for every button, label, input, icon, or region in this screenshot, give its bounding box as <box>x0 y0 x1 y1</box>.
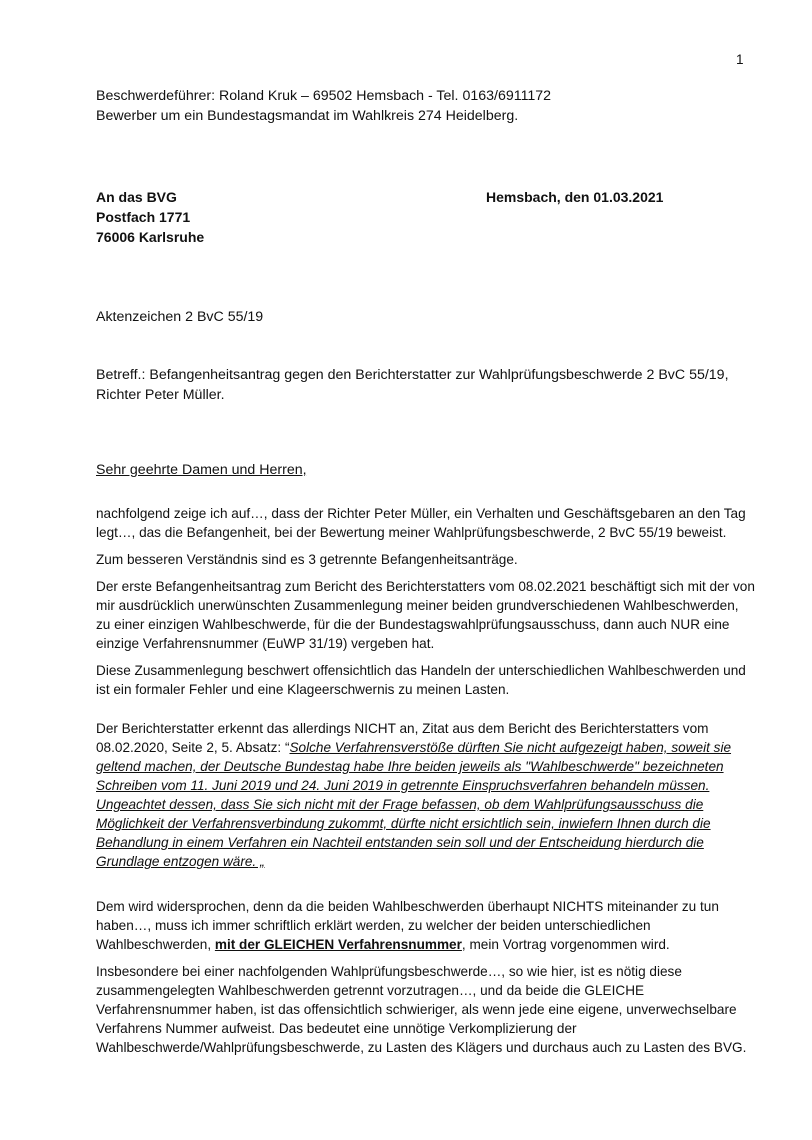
paragraph-objection <box>96 897 756 954</box>
place-date: Hemsbach, den 01.03.2021 <box>486 189 664 205</box>
emphasis-same-number: mit der GLEICHEN Verfahrensnummer <box>214 937 462 952</box>
quote-intro: Der Berichterstatter erkennt das allerdings NICHT an, Zitat aus dem Bericht des Berichterstatters vom 08.02.2020, Seite 2, 5. Absatz: “ <box>96 721 709 755</box>
recipient-po-box: Postfach 1771 <box>96 209 191 225</box>
paragraph-conclusion: Insbesondere bei einer nachfolgenden Wahlprüfungsbeschwerde…, so wie hier, ist es nötig diese zusammengelegten Wahlbeschwerden getrennt vorzutragen…, und da beide die GLEICHE Verfahrensnummer haben, ist das offensichtlich schwieriger, als wenn jede eine eigene, unverwechselbare Verfahrens Nummer aufweist. Das bedeutet eine unnötige Verkomplizierung der Wahlbeschwerde/Wahlprüfungsbeschwerde, zu Lasten des Klägers und durchaus auch zu Lasten des BVG. <box>96 964 747 1055</box>
salutation: Sehr geehrte Damen und Herren, <box>96 462 307 478</box>
letter-body <box>96 504 756 1065</box>
page-number: 1 <box>736 52 744 67</box>
objection-text: Dem wird widersprochen, denn da die beiden Wahlbeschwerden überhaupt NICHTS miteinander zu tun haben…, muss ich immer schriftlich erklärt werden, zu welcher der beiden unterschiedlichen Wahlbeschwerden, <box>96 899 719 952</box>
file-reference: Aktenzeichen 2 BvC 55/19 <box>96 309 264 325</box>
paragraph-first-motion: Der erste Befangenheitsantrag zum Bericht des Berichterstatters vom 08.02.2021 beschäftigt sich mit der von mir ausdrücklich unerwünschten Zusammenlegung meiner beiden grundverschiedenen Wahlbeschwerden, zu einer einzigen Wahlbeschwerde, für die der Bundestagswahlprüfungsausschuss, dann auch NUR eine einzige Verfahrensnummer (EuWP 31/19) vergeben hat. <box>96 579 755 651</box>
recipient-name: An das BVG <box>96 189 177 205</box>
candidate-line: Bewerber um ein Bundestagsmandat im Wahlkreis 274 Heidelberg. <box>96 108 519 124</box>
paragraph-quote <box>96 719 756 871</box>
sender-line: Beschwerdeführer: Roland Kruk – 69502 Hemsbach - Tel. 0163/6911172 <box>96 88 552 104</box>
paragraph-overview: Zum besseren Verständnis sind es 3 getrennte Befangenheitsanträge. <box>96 552 518 567</box>
paragraph-merger: Diese Zusammenlegung beschwert offensichtlich das Handeln der unterschiedlichen Wahlbeschwerden und ist ein formaler Fehler und eine Klageerschwernis zu meinen Lasten. <box>96 663 746 697</box>
recipient-address <box>96 187 204 247</box>
paragraph-intro: nachfolgend zeige ich auf…, dass der Richter Peter Müller, ein Verhalten und Geschäftsgebaren an den Tag legt…, das die Befangenheit, bei der Bewertung meiner Wahlprüfungsbeschwerde, 2 BvC 55/19 beweist. <box>96 506 746 540</box>
objection-end: , mein Vortrag vorgenommen wird. <box>461 937 670 952</box>
subject-line: Betreff.: Befangenheitsantrag gegen den Berichterstatter zur Wahlprüfungsbeschwerde 2 BvC 55/19, Richter Peter Müller. <box>96 367 729 403</box>
quote-text: Solche Verfahrensverstöße dürften Sie nicht aufgezeigt haben, soweit sie geltend machen, der Deutsche Bundestag habe Ihre beiden jeweils als "Wahlbeschwerde" bezeichneten Schreiben vom 11. Juni 2019 und 24. Juni 2019 in getrennte Einspruchsverfahren behandeln müssen. Ungeachtet dessen, dass Sie sich nicht mit der Frage befassen, ob dem Wahlprüfungsausschuss die Möglichkeit der Verfahrensverbindung zukommt, dürfte nicht ersichtlich sein, inwiefern Ihnen durch die Behandlung in einem Verfahren ein Nachteil entstanden sein soll und der Entscheidung hierdurch die Grundlage entzogen wäre. „ <box>96 740 732 869</box>
sender-header <box>96 86 551 126</box>
recipient-city: 76006 Karlsruhe <box>96 229 205 245</box>
